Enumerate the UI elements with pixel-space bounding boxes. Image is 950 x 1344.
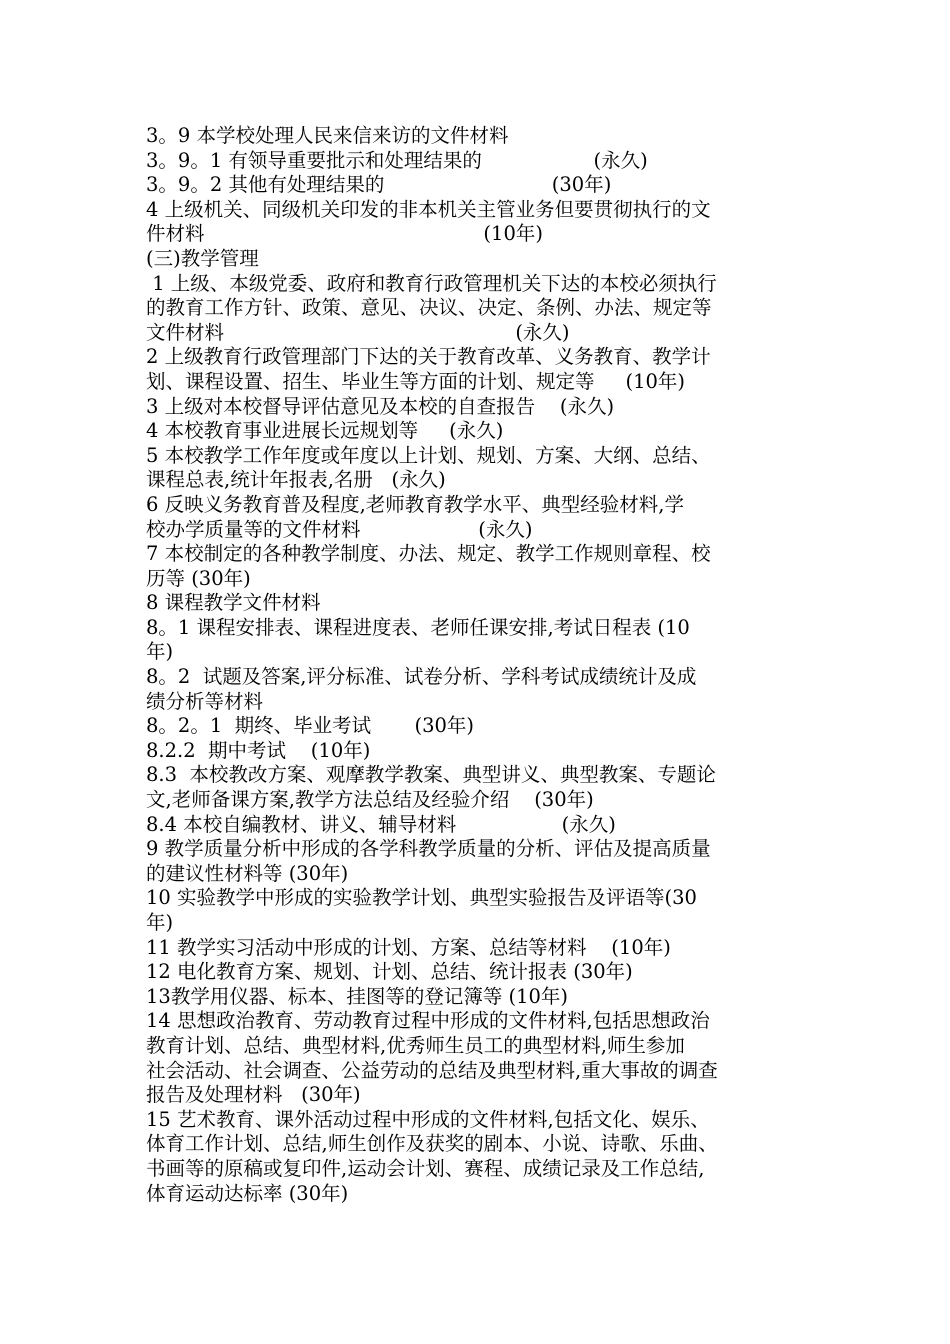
section-heading: (三)教学管理 [146, 246, 259, 270]
text-line: 体育工作计划、总结,师生创作及获奖的剧本、小说、诗歌、乐曲、 [146, 1132, 718, 1156]
text-line: 教育计划、总结、典型材料,优秀师生员工的典型材料,师生参加 [146, 1033, 685, 1057]
text-line: 6 反映义务教育普及程度,老师教育教学水平、典型经验材料,学 [146, 492, 685, 516]
text-line: 9 教学质量分析中形成的各学科教学质量的分析、评估及提高质量 [146, 837, 711, 861]
text-line: 社会活动、社会调查、公益劳动的总结及典型材料,重大事故的调查 [146, 1058, 718, 1082]
text-line: 历等 (30年) [146, 566, 251, 590]
text-line: 8.4 本校自编教材、讲义、辅导材料 (永久) [146, 812, 616, 836]
text-line: 8。2。1 期终、毕业考试 (30年) [146, 714, 475, 738]
text-line: 13教学用仪器、标本、挂图等的登记簿等 (10年) [146, 984, 569, 1008]
text-line: 划、课程设置、招生、毕业生等方面的计划、规定等 (10年) [146, 369, 686, 393]
text-line: 年) [146, 640, 174, 664]
text-line: 8。1 课程安排表、课程进度表、老师任课安排,考试日程表 (10 [146, 615, 690, 639]
text-line: 的建议性材料等 (30年) [146, 861, 349, 885]
text-line: 1 上级、本级党委、政府和教育行政管理机关下达的本校必须执行 [146, 271, 717, 295]
text-line: 12 电化教育方案、规划、计划、总结、统计报表 (30年) [146, 960, 633, 984]
text-line: 15 艺术教育、课外活动过程中形成的文件材料,包括文化、娱乐、 [146, 1107, 710, 1131]
text-line: 课程总表,统计年报表,名册 (永久) [146, 468, 446, 492]
text-line: 3。9。1 有领导重要批示和处理结果的 (永久) [146, 148, 648, 172]
text-line: 报告及处理材料 (30年) [146, 1083, 361, 1107]
text-line: 8.3 本校教改方案、观摩教学教案、典型讲义、典型教案、专题论 [146, 763, 716, 787]
text-line: 4 本校教育事业进展长远规划等 (永久) [146, 419, 504, 443]
text-line: 文件材料 (永久) [146, 320, 570, 344]
text-line: 11 教学实习活动中形成的计划、方案、总结等材料 (10年) [146, 935, 671, 959]
text-line: 校办学质量等的文件材料 (永久) [146, 517, 533, 541]
text-line: 3 上级对本校督导评估意见及本校的自查报告 (永久) [146, 394, 615, 418]
text-line: 3。9。2 其他有处理结果的 (30年) [146, 173, 612, 197]
text-line: 件材料 (10年) [146, 222, 543, 246]
text-line: 2 上级教育行政管理部门下达的关于教育改革、义务教育、教学计 [146, 345, 711, 369]
text-line: 8.2.2 期中考试 (10年) [146, 738, 371, 762]
text-line: 14 思想政治教育、劳动教育过程中形成的文件材料,包括思想政治 [146, 1009, 710, 1033]
text-line: 的教育工作方针、政策、意见、决议、决定、条例、办法、规定等 [146, 296, 712, 320]
text-line: 8。2 试题及答案,评分标准、试卷分析、学科考试成绩统计及成 [146, 665, 697, 689]
text-line: 文,老师备课方案,教学方法总结及经验介绍 (30年) [146, 788, 594, 812]
text-line: 10 实验教学中形成的实验教学计划、典型实验报告及评语等(30 [146, 886, 697, 910]
text-line: 书画等的原稿或复印件,运动会计划、赛程、成绩记录及工作总结, [146, 1156, 705, 1180]
text-line: 3。9 本学校处理人民来信来访的文件材料 [146, 124, 509, 147]
text-line: 5 本校教学工作年度或年度以上计划、规划、方案、大纲、总结、 [146, 443, 711, 467]
text-line: 8 课程教学文件材料 [146, 591, 321, 615]
text-line: 4 上级机关、同级机关印发的非本机关主管业务但要贯彻执行的文 [146, 197, 711, 221]
document-body [146, 124, 816, 1206]
text-line: 年) [146, 911, 174, 934]
text-line: 7 本校制定的各种教学制度、办法、规定、教学工作规则章程、校 [146, 542, 711, 566]
text-line: 体育运动达标率 (30年) [146, 1181, 349, 1205]
text-line: 绩分析等材料 [146, 689, 264, 713]
